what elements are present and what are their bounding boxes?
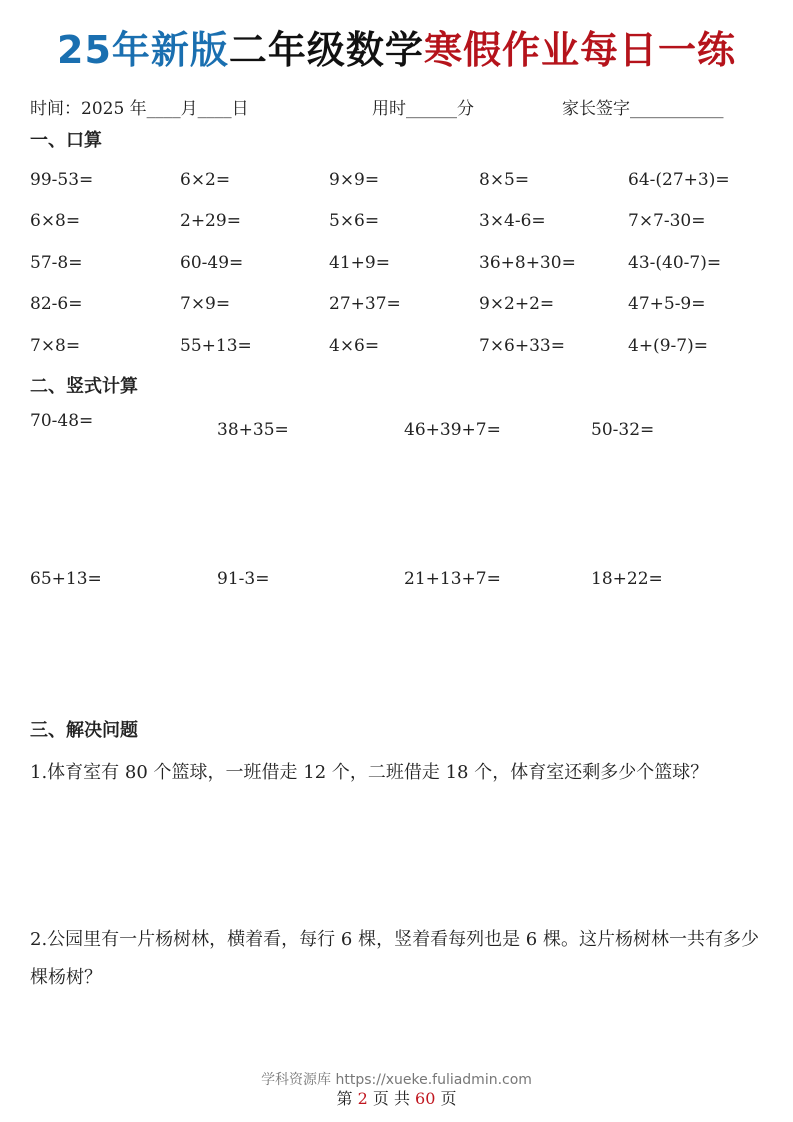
oral-item: 6×2= bbox=[180, 170, 231, 190]
oral-item: 7×8= bbox=[30, 336, 81, 356]
vertical-item: 70-48= bbox=[30, 411, 94, 431]
vertical-item: 38+35= bbox=[217, 420, 289, 440]
page-middle: 页 共 bbox=[372, 1089, 410, 1108]
oral-item: 55+13= bbox=[180, 336, 252, 356]
oral-item: 64-(27+3)= bbox=[628, 170, 730, 190]
oral-item: 82-6= bbox=[30, 294, 83, 314]
oral-row bbox=[0, 290, 793, 318]
oral-item: 7×6+33= bbox=[479, 336, 565, 356]
footer-source: 学科资源库 https://xueke.fuliadmin.com bbox=[261, 1072, 532, 1088]
page-suffix: 页 bbox=[440, 1089, 457, 1108]
oral-item: 60-49= bbox=[180, 253, 244, 273]
oral-item: 27+37= bbox=[329, 294, 401, 314]
oral-item: 4+(9-7)= bbox=[628, 336, 708, 356]
oral-item: 2+29= bbox=[180, 211, 241, 231]
oral-item: 41+9= bbox=[329, 253, 390, 273]
oral-item: 47+5-9= bbox=[628, 294, 706, 314]
oral-item: 57-8= bbox=[30, 253, 83, 273]
oral-item: 43-(40-7)= bbox=[628, 253, 722, 273]
vertical-item: 46+39+7= bbox=[404, 420, 501, 440]
section-heading-oral: 一、口算 bbox=[30, 130, 102, 151]
title-part-black: 二年级数学 bbox=[228, 28, 424, 72]
oral-item: 5×6= bbox=[329, 211, 380, 231]
title-part-red: 寒假作业每日一练 bbox=[423, 28, 736, 72]
oral-item: 9×2+2= bbox=[479, 294, 555, 314]
vertical-item: 50-32= bbox=[591, 420, 655, 440]
vertical-item: 65+13= bbox=[30, 569, 102, 589]
oral-item: 7×7-30= bbox=[628, 211, 706, 231]
oral-item: 9×9= bbox=[329, 170, 380, 190]
oral-item: 8×5= bbox=[479, 170, 530, 190]
section-heading-problems: 三、解决问题 bbox=[30, 720, 138, 741]
vertical-item: 21+13+7= bbox=[404, 569, 501, 589]
vertical-item: 91-3= bbox=[217, 569, 270, 589]
total-pages: 60 bbox=[415, 1089, 436, 1108]
oral-row bbox=[0, 332, 793, 360]
page-prefix: 第 bbox=[336, 1089, 353, 1108]
word-problem-1: 1.体育室有 80 个篮球，一班借走 12 个，二班借走 18 个，体育室还剩多少个篮球？ bbox=[30, 762, 709, 783]
page-title bbox=[0, 22, 793, 78]
oral-row bbox=[0, 166, 793, 194]
section-heading-vertical: 二、竖式计算 bbox=[30, 376, 138, 397]
word-problem-2: 2.公园里有一片杨树林，横着看，每行 6 棵，竖着看每列也是 6 棵。这片杨树林一共有多少棵杨树？ bbox=[30, 929, 759, 988]
oral-item: 99-53= bbox=[30, 170, 94, 190]
oral-item: 3×4-6= bbox=[479, 211, 546, 231]
current-page: 2 bbox=[357, 1089, 368, 1108]
oral-item: 4×6= bbox=[329, 336, 380, 356]
vertical-item: 18+22= bbox=[591, 569, 663, 589]
date-field: 时间：2025 年____月____日 bbox=[30, 99, 249, 119]
oral-item: 7×9= bbox=[180, 294, 231, 314]
oral-row bbox=[0, 249, 793, 277]
duration-field: 用时______分 bbox=[372, 99, 474, 119]
oral-item: 36+8+30= bbox=[479, 253, 576, 273]
page-number bbox=[0, 1088, 793, 1110]
meta-line bbox=[0, 96, 793, 122]
oral-item: 6×8= bbox=[30, 211, 81, 231]
oral-row bbox=[0, 207, 793, 235]
parent-sign-field: 家长签字___________ bbox=[562, 99, 724, 119]
title-part-blue: 25年新版 bbox=[57, 28, 229, 72]
